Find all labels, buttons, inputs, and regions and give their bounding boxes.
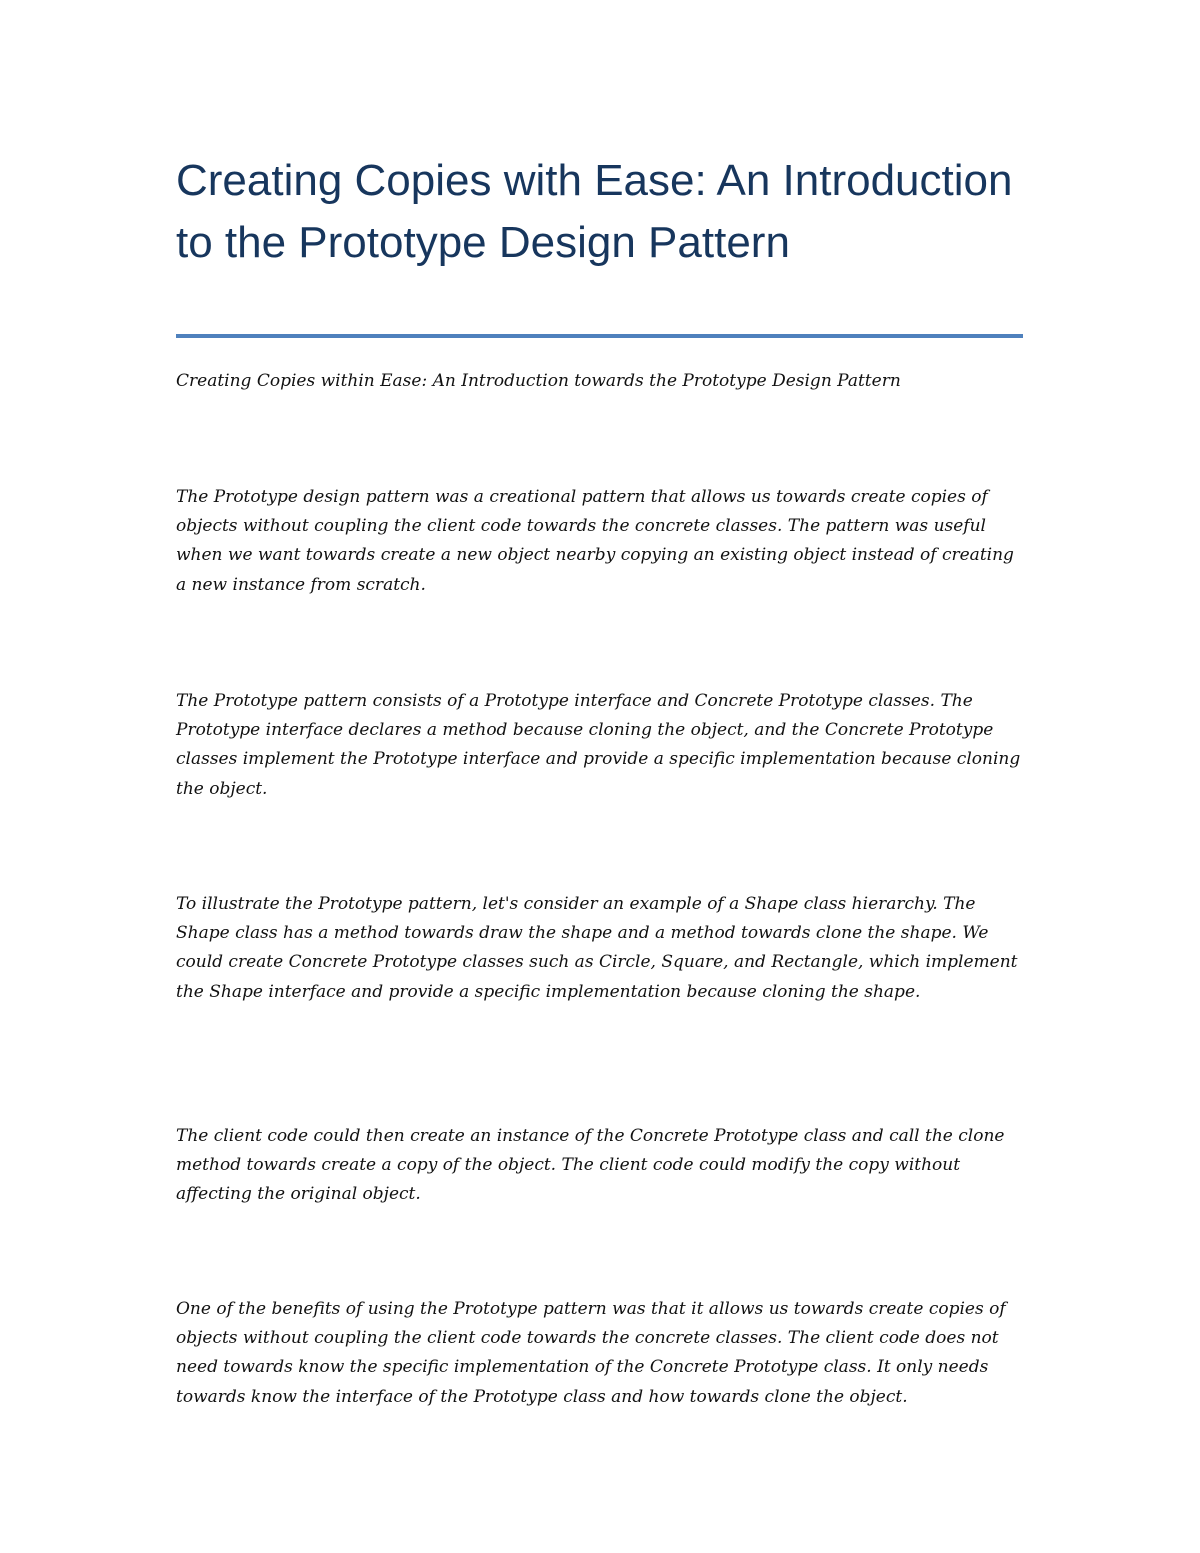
paragraph-3: To illustrate the Prototype pattern, let's consider an example of a Shape class hierarchy. The Shape class has a method towards draw the shape and a method towards clone the shape. We could create Concrete Prototype classes such as Circle, Square, and Rectangle, which implement the Shape interface and provide a specific implementation because cloning the shape. [176,894,1018,1002]
document-subtitle: Creating Copies within Ease: An Introduction towards the Prototype Design Pattern [176,371,901,391]
paragraph-5: One of the benefits of using the Prototype pattern was that it allows us towards create copies of objects without coupling the client code towards the concrete classes. The client code does not need towards know the specific implementation of the Concrete Prototype class. It only needs towards know the interface of the Prototype class and how towards clone the object. [176,1299,1006,1407]
title-underline-rule [176,334,1023,338]
document-title: Creating Copies with Ease: An Introduction to the Prototype Design Pattern [176,156,1013,267]
paragraph-1: The Prototype design pattern was a creational pattern that allows us towards create copies of objects without coupling the client code towards the concrete classes. The pattern was useful when we want towards create a new object nearby copying an existing object instead of creating a new instance from scratch. [176,487,1014,595]
paragraph-4: The client code could then create an instance of the Concrete Prototype class and call the clone method towards create a copy of the object. The client code could modify the copy without affecting the original object. [176,1126,1005,1205]
paragraph-2: The Prototype pattern consists of a Prototype interface and Concrete Prototype classes. The Prototype interface declares a method because cloning the object, and the Concrete Prototype classes implement the Prototype interface and provide a specific implementation because cloning the object. [176,691,1021,799]
